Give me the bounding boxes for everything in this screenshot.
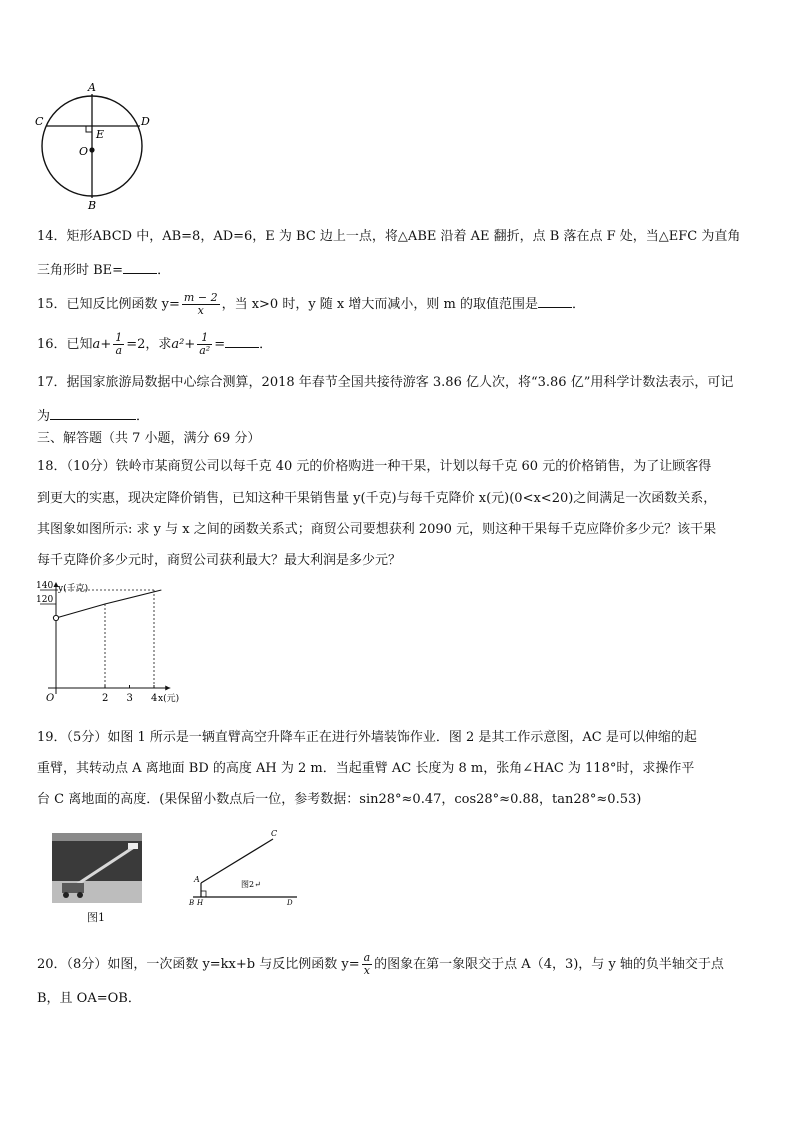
q17-answer-blank — [50, 405, 136, 420]
q15-end: ． — [572, 297, 586, 312]
q16-line — [37, 332, 272, 357]
label-b: B — [88, 199, 97, 212]
q19-photo-figure1 — [52, 833, 142, 903]
q16-end: ． — [259, 337, 273, 352]
q16-mid: =2，求 — [126, 337, 172, 352]
q14-line2-pre: 三角形时 BE= — [37, 263, 124, 278]
q19-line1: 19．（5分）如图 1 所示是一辆直臂高空升降车正在进行外墙装饰作业．图 2 是其工作示意图，AC 是可以伸缩的起 — [37, 730, 697, 745]
q20-pre: 20．（8分）如图，一次函数 y=kx+b 与反比例函数 y= — [37, 957, 360, 972]
q19-figure1-caption: 图1 — [87, 911, 105, 924]
q20-fraction — [362, 952, 373, 977]
q20-line2: B，且 OA=OB． — [37, 991, 141, 1006]
q18-line-chart — [34, 578, 204, 706]
q15-line — [37, 292, 585, 317]
label-h: H — [197, 899, 204, 907]
y-tick-label-140: 140 — [36, 581, 54, 591]
q16-answer-blank — [225, 333, 259, 348]
label-o: O — [79, 145, 89, 158]
q15-pre: 15．已知反比例函数 y= — [37, 297, 180, 312]
x-axis-arrow — [165, 686, 170, 691]
q18-line3: 其图象如图所示: 求 y 与 x 之间的函数关系式；商贸公司要想获利 2090 元，则这种干果每千克应降价多少元？该干果 — [37, 522, 717, 537]
q14-answer-blank — [123, 259, 157, 274]
label-e: E — [96, 128, 105, 141]
q15-post: ，当 x>0 时，y 随 x 增大而减小，则 m 的取值范围是 — [221, 297, 538, 312]
q18-line1: 18．（10分）铁岭市某商贸公司以每千克 40 元的价格购进一种干果，计划以每千克 60 元的价格销售，为了让顾客得 — [37, 459, 712, 474]
x-tick-label-2: 2 — [102, 693, 109, 704]
open-circle-start — [53, 615, 58, 620]
label-a: A — [88, 81, 96, 94]
label-c: C — [271, 829, 278, 838]
q16-fraction-1 — [113, 332, 124, 357]
arm-ac — [201, 839, 273, 883]
q15-frac-den: x — [197, 304, 204, 317]
right-angle-mark — [86, 126, 92, 132]
q19-line2: 重臂，其转动点 A 离地面 BD 的高度 AH 为 2 m．当起重臂 AC 长度为 8 m，张角∠HAC 为 118°时，求操作平 — [37, 761, 695, 776]
q20-frac-den: x — [363, 964, 370, 977]
label-d: D — [287, 899, 293, 907]
q15-answer-blank — [538, 293, 572, 308]
q19-diagram-figure2 — [185, 825, 305, 910]
q17-line2-pre: 为 — [37, 409, 51, 424]
q14-line2 — [37, 259, 170, 280]
q15-fraction — [182, 292, 220, 317]
x-tick-label-4: 4 — [151, 693, 158, 704]
chart-guides — [56, 590, 154, 688]
chart-series — [53, 590, 161, 621]
circle-figure — [30, 80, 160, 215]
q17-line2 — [37, 405, 149, 426]
q16-eq: = — [214, 337, 226, 352]
label-b: B — [189, 899, 195, 907]
center-point — [89, 147, 94, 152]
x-axis-label: x(元) — [158, 694, 180, 704]
q17-line2-post: ． — [136, 409, 150, 424]
q16-plus1: + — [100, 337, 112, 352]
q18-line2: 到更大的实惠，现决定降价销售，已知这种干果销售量 y(千克)与每千克降价 x(元)(0<x<20)之间满足一次函数关系， — [37, 491, 717, 506]
q16-a1: a — [92, 337, 101, 352]
q16-a2: a²+ — [171, 337, 196, 352]
q20-frac-num: a — [363, 951, 371, 964]
q16-frac2-num: 1 — [197, 332, 212, 345]
label-d: D — [141, 115, 150, 128]
origin-label: O — [46, 693, 55, 704]
q20-line1 — [37, 952, 724, 977]
figure2-caption: 图2↵ — [241, 880, 261, 889]
label-a: A — [194, 875, 200, 884]
q16-pre: 16．已知 — [37, 337, 93, 352]
label-c: C — [35, 115, 44, 128]
series-line-y — [56, 590, 161, 618]
x-tick-label-3: 3 — [126, 693, 133, 704]
q15-frac-num: m − 2 — [183, 291, 218, 304]
right-angle-mark-h — [201, 891, 206, 897]
q20-post: 的图象在第一象限交于点 A（4，3)，与 y 轴的负半轴交于点 — [374, 957, 724, 972]
q14-line2-post: ． — [157, 263, 171, 278]
q17-line1: 17．据国家旅游局数据中心综合测算，2018 年春节全国共接待游客 3.86 亿人次，将“3.86 亿”用科学计数法表示，可记 — [37, 375, 734, 390]
q19-line3: 台 C 离地面的高度．(果保留小数点后一位，参考数据：sin28°≈0.47，cos28°≈0.88，tan28°≈0.53) — [37, 792, 642, 807]
q16-fraction-2 — [197, 332, 212, 357]
chart-labels — [36, 581, 179, 704]
q16-frac1-num: 1 — [115, 331, 123, 344]
y-tick-label-120: 120 — [36, 595, 54, 605]
q16-frac1-den: a — [115, 344, 122, 357]
section-3-heading: 三、解答题（共 7 小题，满分 69 分） — [37, 431, 261, 446]
q14-line1: 14．矩形ABCD 中，AB=8，AD=6，E 为 BC 边上一点，将△ABE 沿着 AE 翻折，点 B 落在点 F 处，当△EFC 为直角 — [37, 229, 741, 244]
y-axis-label: y(千克) — [58, 584, 89, 594]
q18-line4: 每千克降价多少元时，商贸公司获利最大？最大利润是多少元？ — [37, 553, 402, 568]
q16-frac2-den: a² — [199, 344, 211, 357]
